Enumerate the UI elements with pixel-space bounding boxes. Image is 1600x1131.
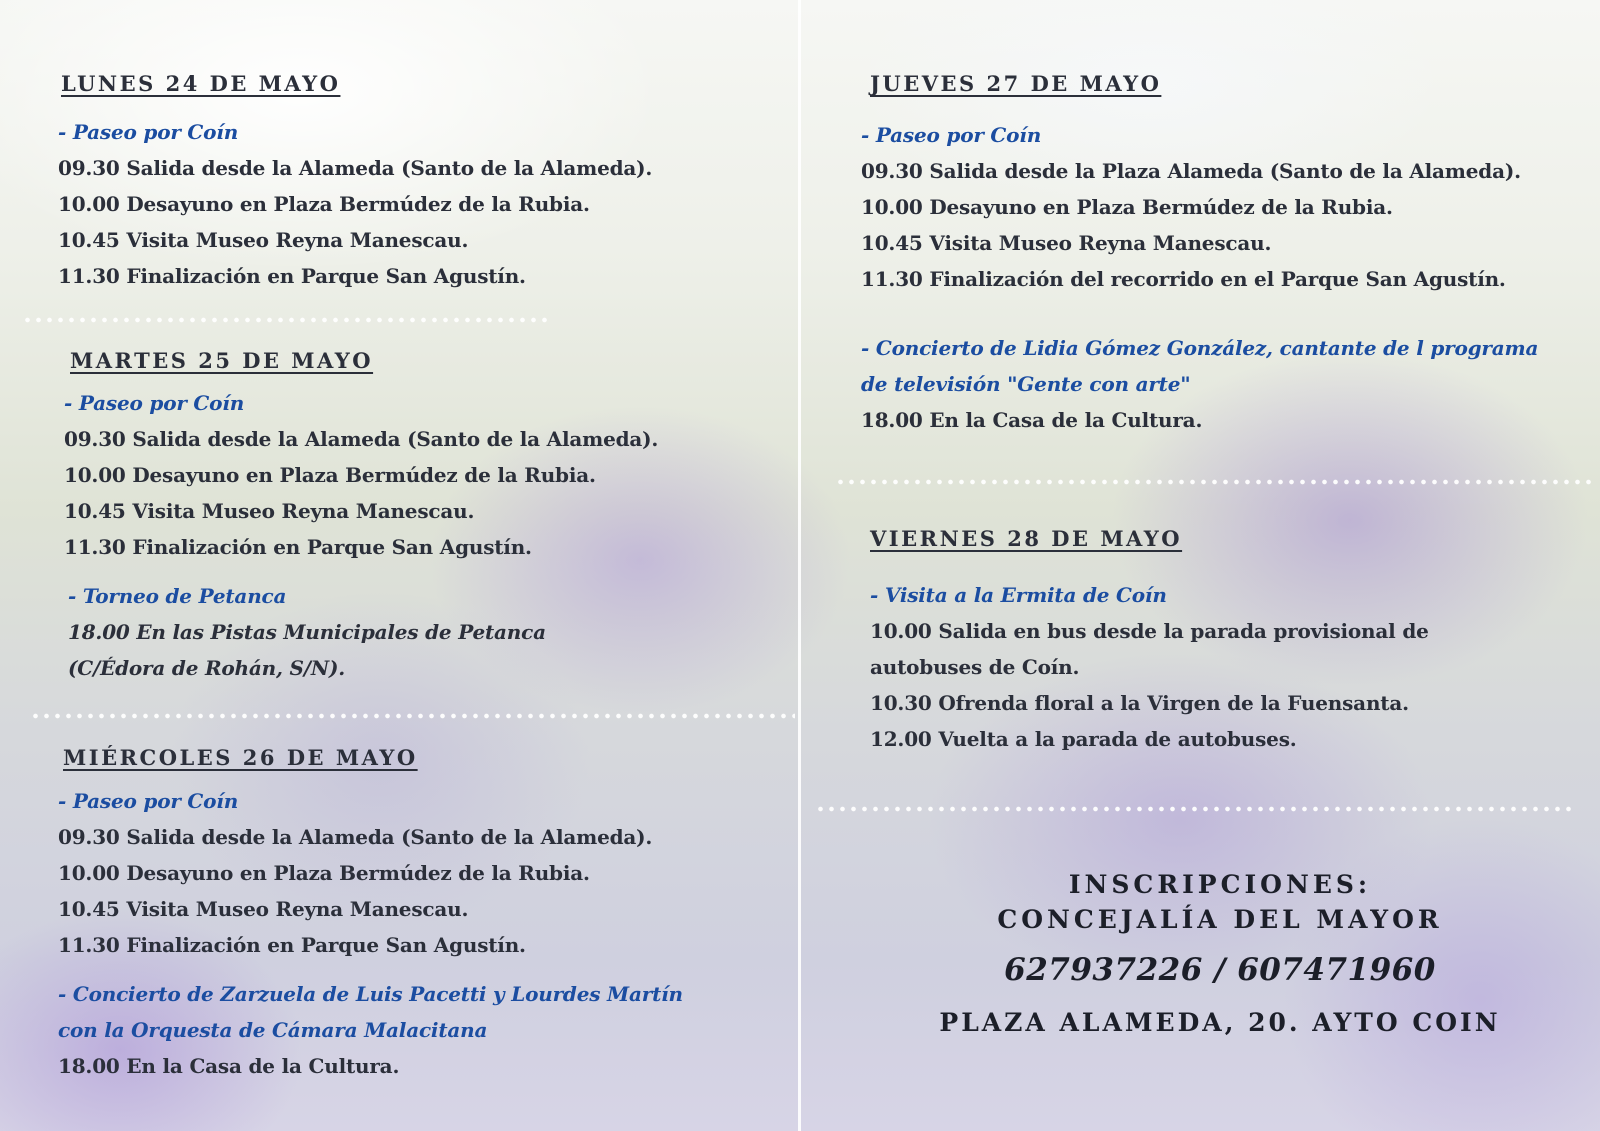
- dotted-separator: [22, 317, 552, 323]
- registration-title: INSCRIPCIONES:: [1068, 870, 1372, 899]
- day-title-monday: LUNES 24 DE MAYO: [61, 71, 341, 96]
- event-title: - Concierto de Lidia Gómez González, cantante de l programa: [861, 336, 1539, 360]
- day-title-tuesday: MARTES 25 DE MAYO: [70, 348, 374, 373]
- schedule-line: 10.00 Desayuno en Plaza Bermúdez de la Rubia.: [58, 192, 590, 216]
- schedule-line: 10.45 Visita Museo Reyna Manescau.: [861, 231, 1272, 255]
- center-fold-divider: [798, 0, 801, 1131]
- contact-phones: 627937226 / 607471960: [1004, 952, 1436, 988]
- schedule-line: autobuses de Coín.: [870, 655, 1080, 679]
- schedule-line: 10.45 Visita Museo Reyna Manescau.: [58, 228, 469, 252]
- schedule-line: 10.00 Desayuno en Plaza Bermúdez de la Rubia.: [58, 861, 590, 885]
- schedule-line: 12.00 Vuelta a la parada de autobuses.: [870, 727, 1297, 751]
- event-title: - Concierto de Zarzuela de Luis Pacetti y Lourdes Martín: [58, 982, 683, 1006]
- schedule-line: 09.30 Salida desde la Alameda (Santo de la Alameda).: [58, 825, 653, 849]
- schedule-line: 09.30 Salida desde la Plaza Alameda (Santo de la Alameda).: [861, 159, 1521, 183]
- event-title: de televisión "Gente con arte": [861, 372, 1191, 396]
- dotted-separator: [835, 479, 1595, 485]
- department-name: CONCEJALÍA DEL MAYOR: [997, 905, 1443, 934]
- schedule-line: 11.30 Finalización en Parque San Agustín.: [58, 933, 526, 957]
- event-title: con la Orquesta de Cámara Malacitana: [58, 1018, 488, 1042]
- schedule-line: 10.45 Visita Museo Reyna Manescau.: [64, 499, 475, 523]
- day-title-friday: VIERNES 28 DE MAYO: [870, 526, 1183, 551]
- dotted-separator: [815, 806, 1575, 812]
- schedule-line: 09.30 Salida desde la Alameda (Santo de la Alameda).: [64, 427, 659, 451]
- event-title: - Paseo por Coín: [64, 391, 245, 415]
- day-title-thursday: JUEVES 27 DE MAYO: [870, 71, 1162, 96]
- schedule-line: 11.30 Finalización en Parque San Agustín.: [58, 264, 526, 288]
- schedule-line: 18.00 En la Casa de la Cultura.: [58, 1054, 400, 1078]
- event-title: - Paseo por Coín: [861, 123, 1042, 147]
- day-title-wednesday: MIÉRCOLES 26 DE MAYO: [63, 745, 418, 770]
- schedule-line: 11.30 Finalización en Parque San Agustín.: [64, 535, 532, 559]
- schedule-line: 18.00 En la Casa de la Cultura.: [861, 408, 1203, 432]
- schedule-line: (C/Édora de Rohán, S/N).: [68, 656, 345, 680]
- contact-address: PLAZA ALAMEDA, 20. AYTO COIN: [939, 1008, 1501, 1037]
- event-title: - Paseo por Coín: [58, 120, 239, 144]
- event-title: - Torneo de Petanca: [68, 584, 287, 608]
- schedule-line: 10.00 Salida en bus desde la parada provisional de: [870, 619, 1429, 643]
- schedule-line: 10.00 Desayuno en Plaza Bermúdez de la Rubia.: [861, 195, 1393, 219]
- schedule-line: 18.00 En las Pistas Municipales de Petanca: [68, 620, 546, 644]
- schedule-line: 10.45 Visita Museo Reyna Manescau.: [58, 897, 469, 921]
- schedule-line: 10.00 Desayuno en Plaza Bermúdez de la Rubia.: [64, 463, 596, 487]
- schedule-line: 09.30 Salida desde la Alameda (Santo de la Alameda).: [58, 156, 653, 180]
- event-title: - Paseo por Coín: [58, 789, 239, 813]
- schedule-line: 10.30 Ofrenda floral a la Virgen de la Fuensanta.: [870, 691, 1409, 715]
- schedule-line: 11.30 Finalización del recorrido en el Parque San Agustín.: [861, 267, 1506, 291]
- event-title: - Visita a la Ermita de Coín: [870, 583, 1167, 607]
- dotted-separator: [30, 713, 795, 719]
